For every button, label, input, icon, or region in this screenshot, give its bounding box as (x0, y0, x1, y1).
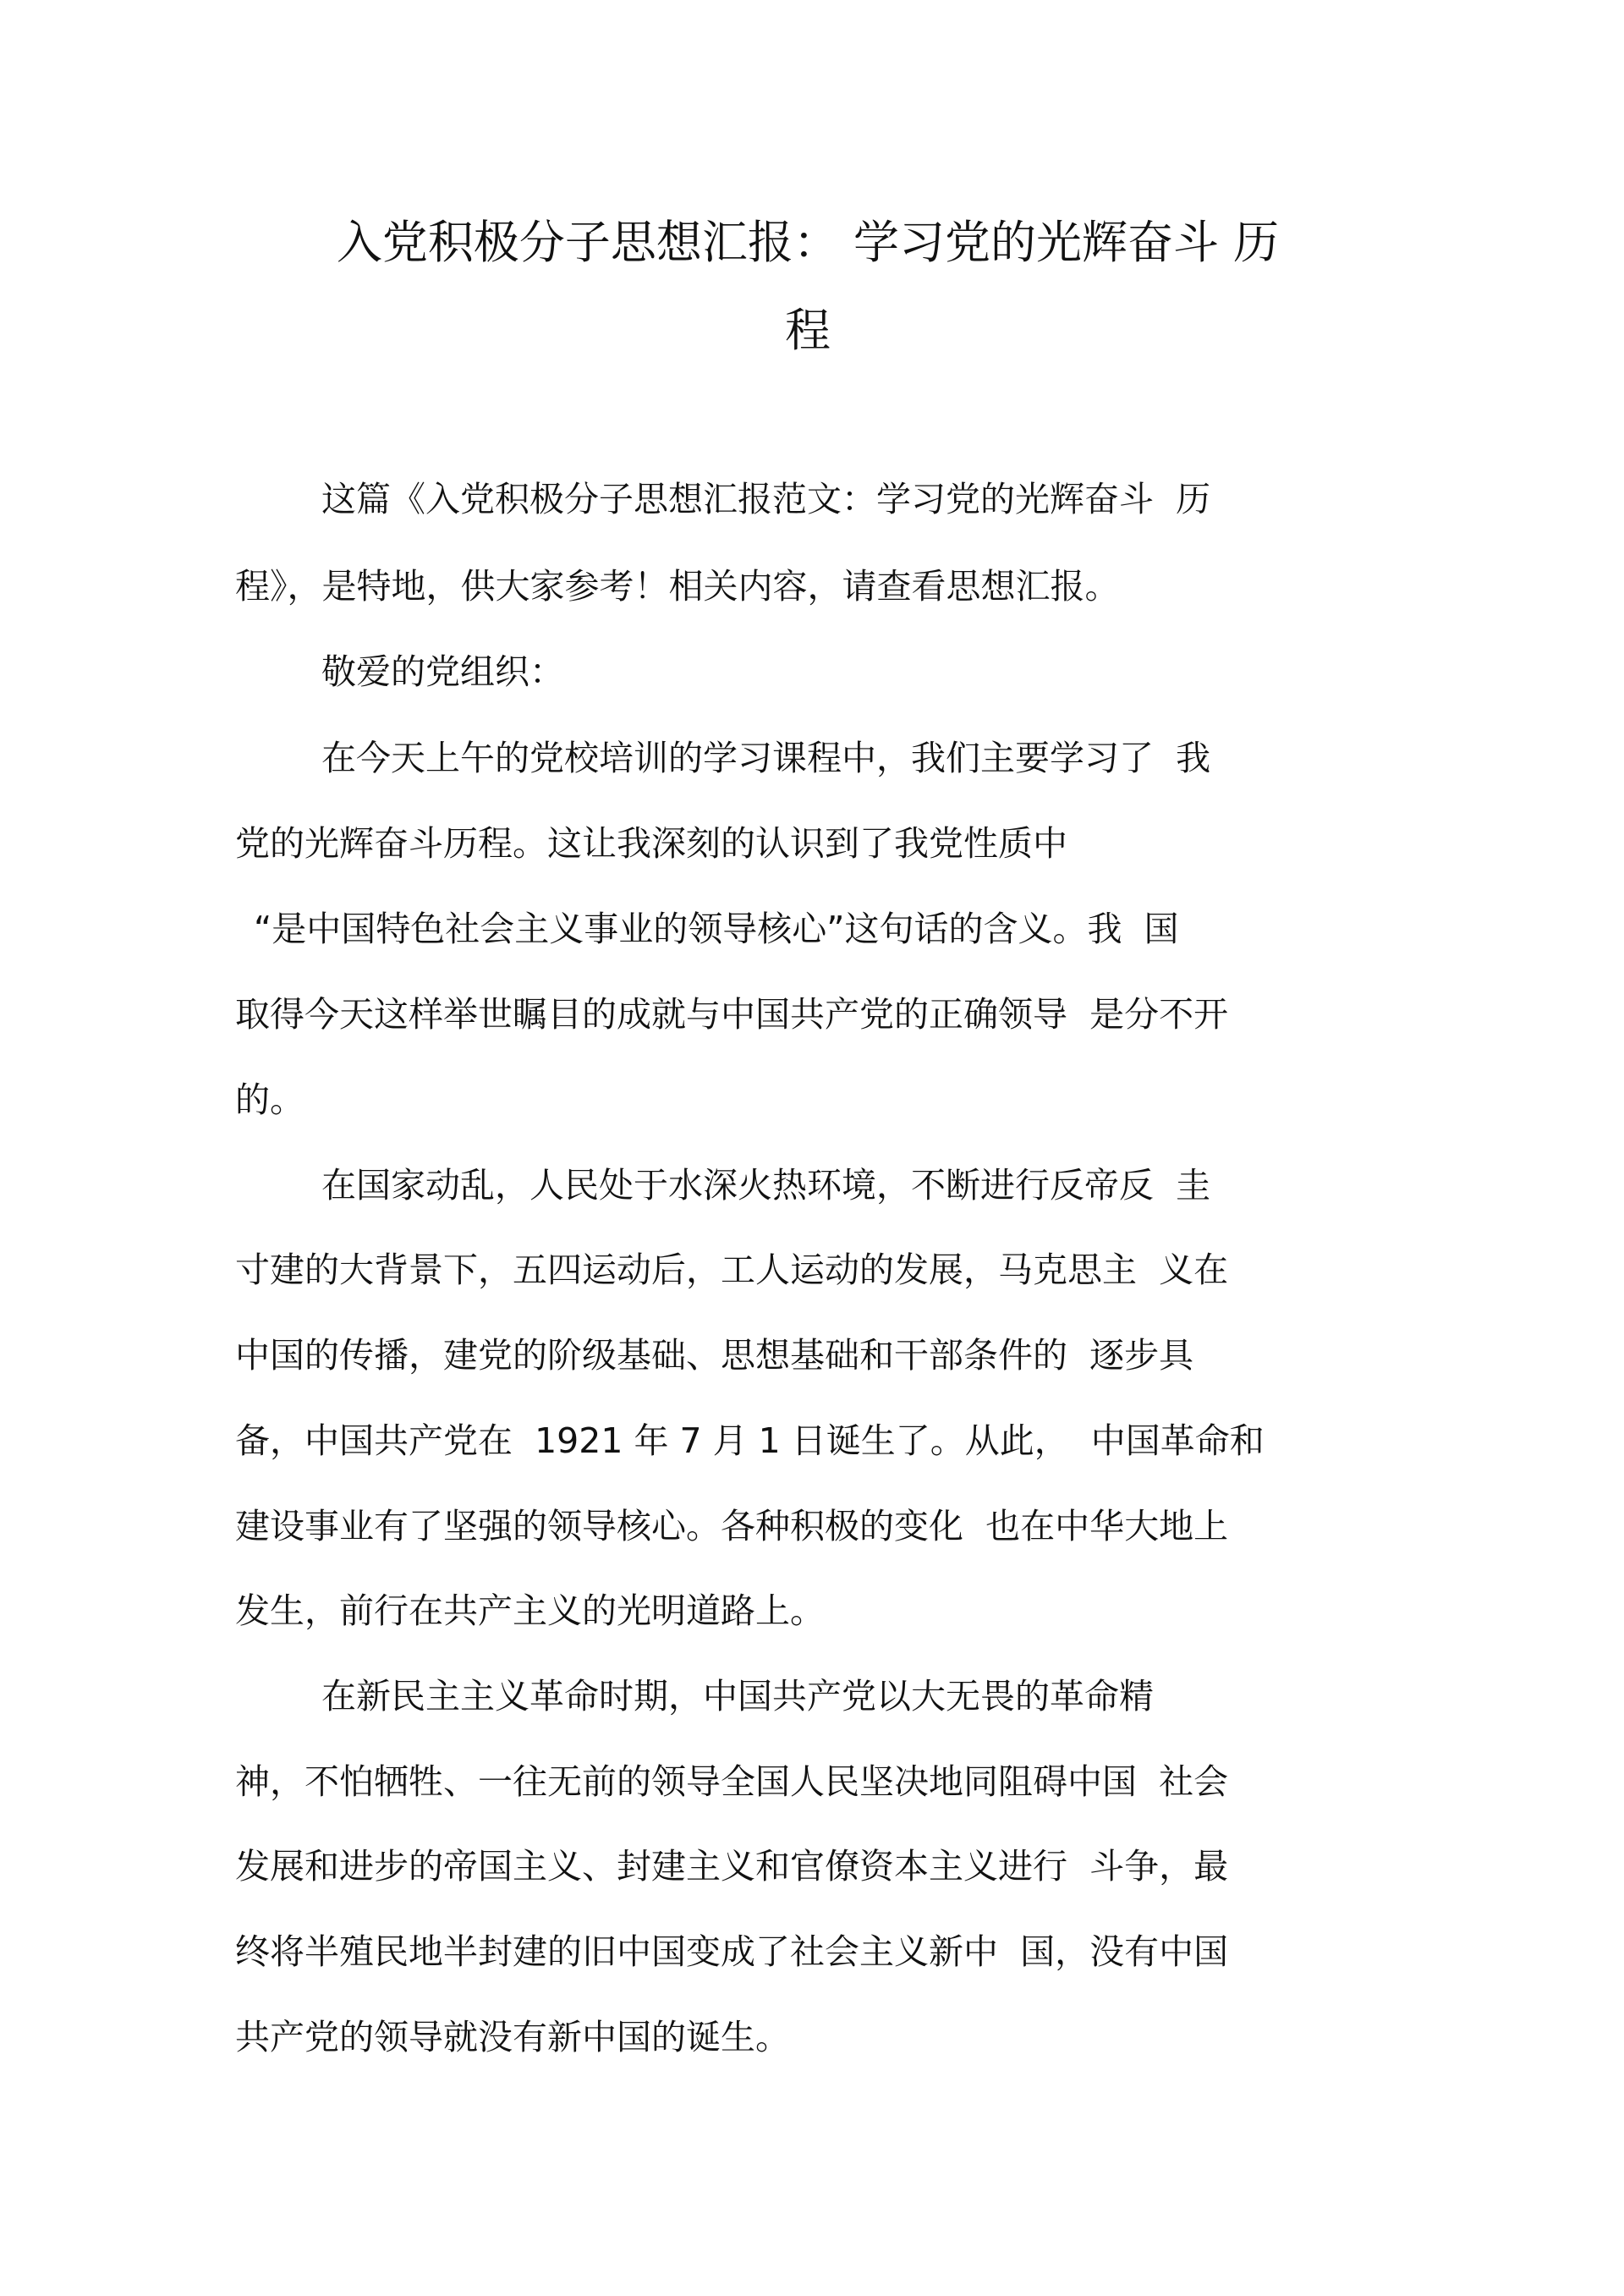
paragraph-line: 程》，是特地，供大家参考！相关内容，请查看思想汇报。 (235, 566, 1120, 607)
paragraph-line: 的。 (235, 1079, 304, 1120)
paragraph-line: 终将半殖民地半封建的旧中国变成了社会主义新中 国，没有中国 (235, 1931, 1229, 1972)
paragraph-line: 这篇《入党积极分子思想汇报范文：学习党的光辉奋斗 历 (321, 479, 1211, 519)
paragraph-line: 在国家动乱，人民处于水深火热环境，不断进行反帝反 圭 (321, 1165, 1211, 1206)
paragraph-line: 发展和进步的帝国主义、封建主义和官僚资本主义进行 斗争，最 (235, 1846, 1229, 1887)
paragraph-line: 党的光辉奋斗历程。这让我深刻的认识到了我党性质中 (235, 823, 1067, 864)
paragraph-line: 建设事业有了坚强的领导核心。各种积极的变化 也在中华大地上 (235, 1506, 1229, 1546)
title-line-1: 入党积极分子思想汇报： 学习党的光辉奋斗 历 (336, 216, 1280, 269)
paragraph-line: 神，不怕牺牲、一往无前的领导全国人民坚决地同阻碍中国 社会 (235, 1761, 1229, 1802)
title-line-2: 程 (785, 304, 831, 357)
paragraph-line: 寸建的大背景下，五四运动后，工人运动的发展，马克思主 义在 (235, 1250, 1229, 1290)
paragraph-line: 在新民主主义革命时期，中国共产党以大无畏的革命精 (321, 1676, 1154, 1717)
paragraph-line: 在今天上午的党校培训的学习课程中，我们主要学习了 我 (321, 738, 1211, 778)
paragraph-line: 中国的传播，建党的阶级基础、思想基础和干部条件的 逐步具 (235, 1335, 1194, 1376)
paragraph-line: 取得今天这样举世瞩目的成就与中国共产党的正确领导 是分不开 (235, 994, 1229, 1035)
salutation: 敬爱的党组织： (321, 651, 564, 692)
paragraph-line: 发生，前行在共产主义的光明道路上。 (235, 1590, 825, 1631)
paragraph-line: 共产党的领导就没有新中国的诞生。 (235, 2017, 790, 2057)
paragraph-line: 备，中国共产党在 1921 年 7 月 1 日诞生了。从此， 中国革命和 (235, 1420, 1265, 1461)
paragraph-line: “是中国特色社会主义事业的领导核心”这句话的含义。我 国 (254, 909, 1179, 949)
document-title (228, 199, 1387, 375)
